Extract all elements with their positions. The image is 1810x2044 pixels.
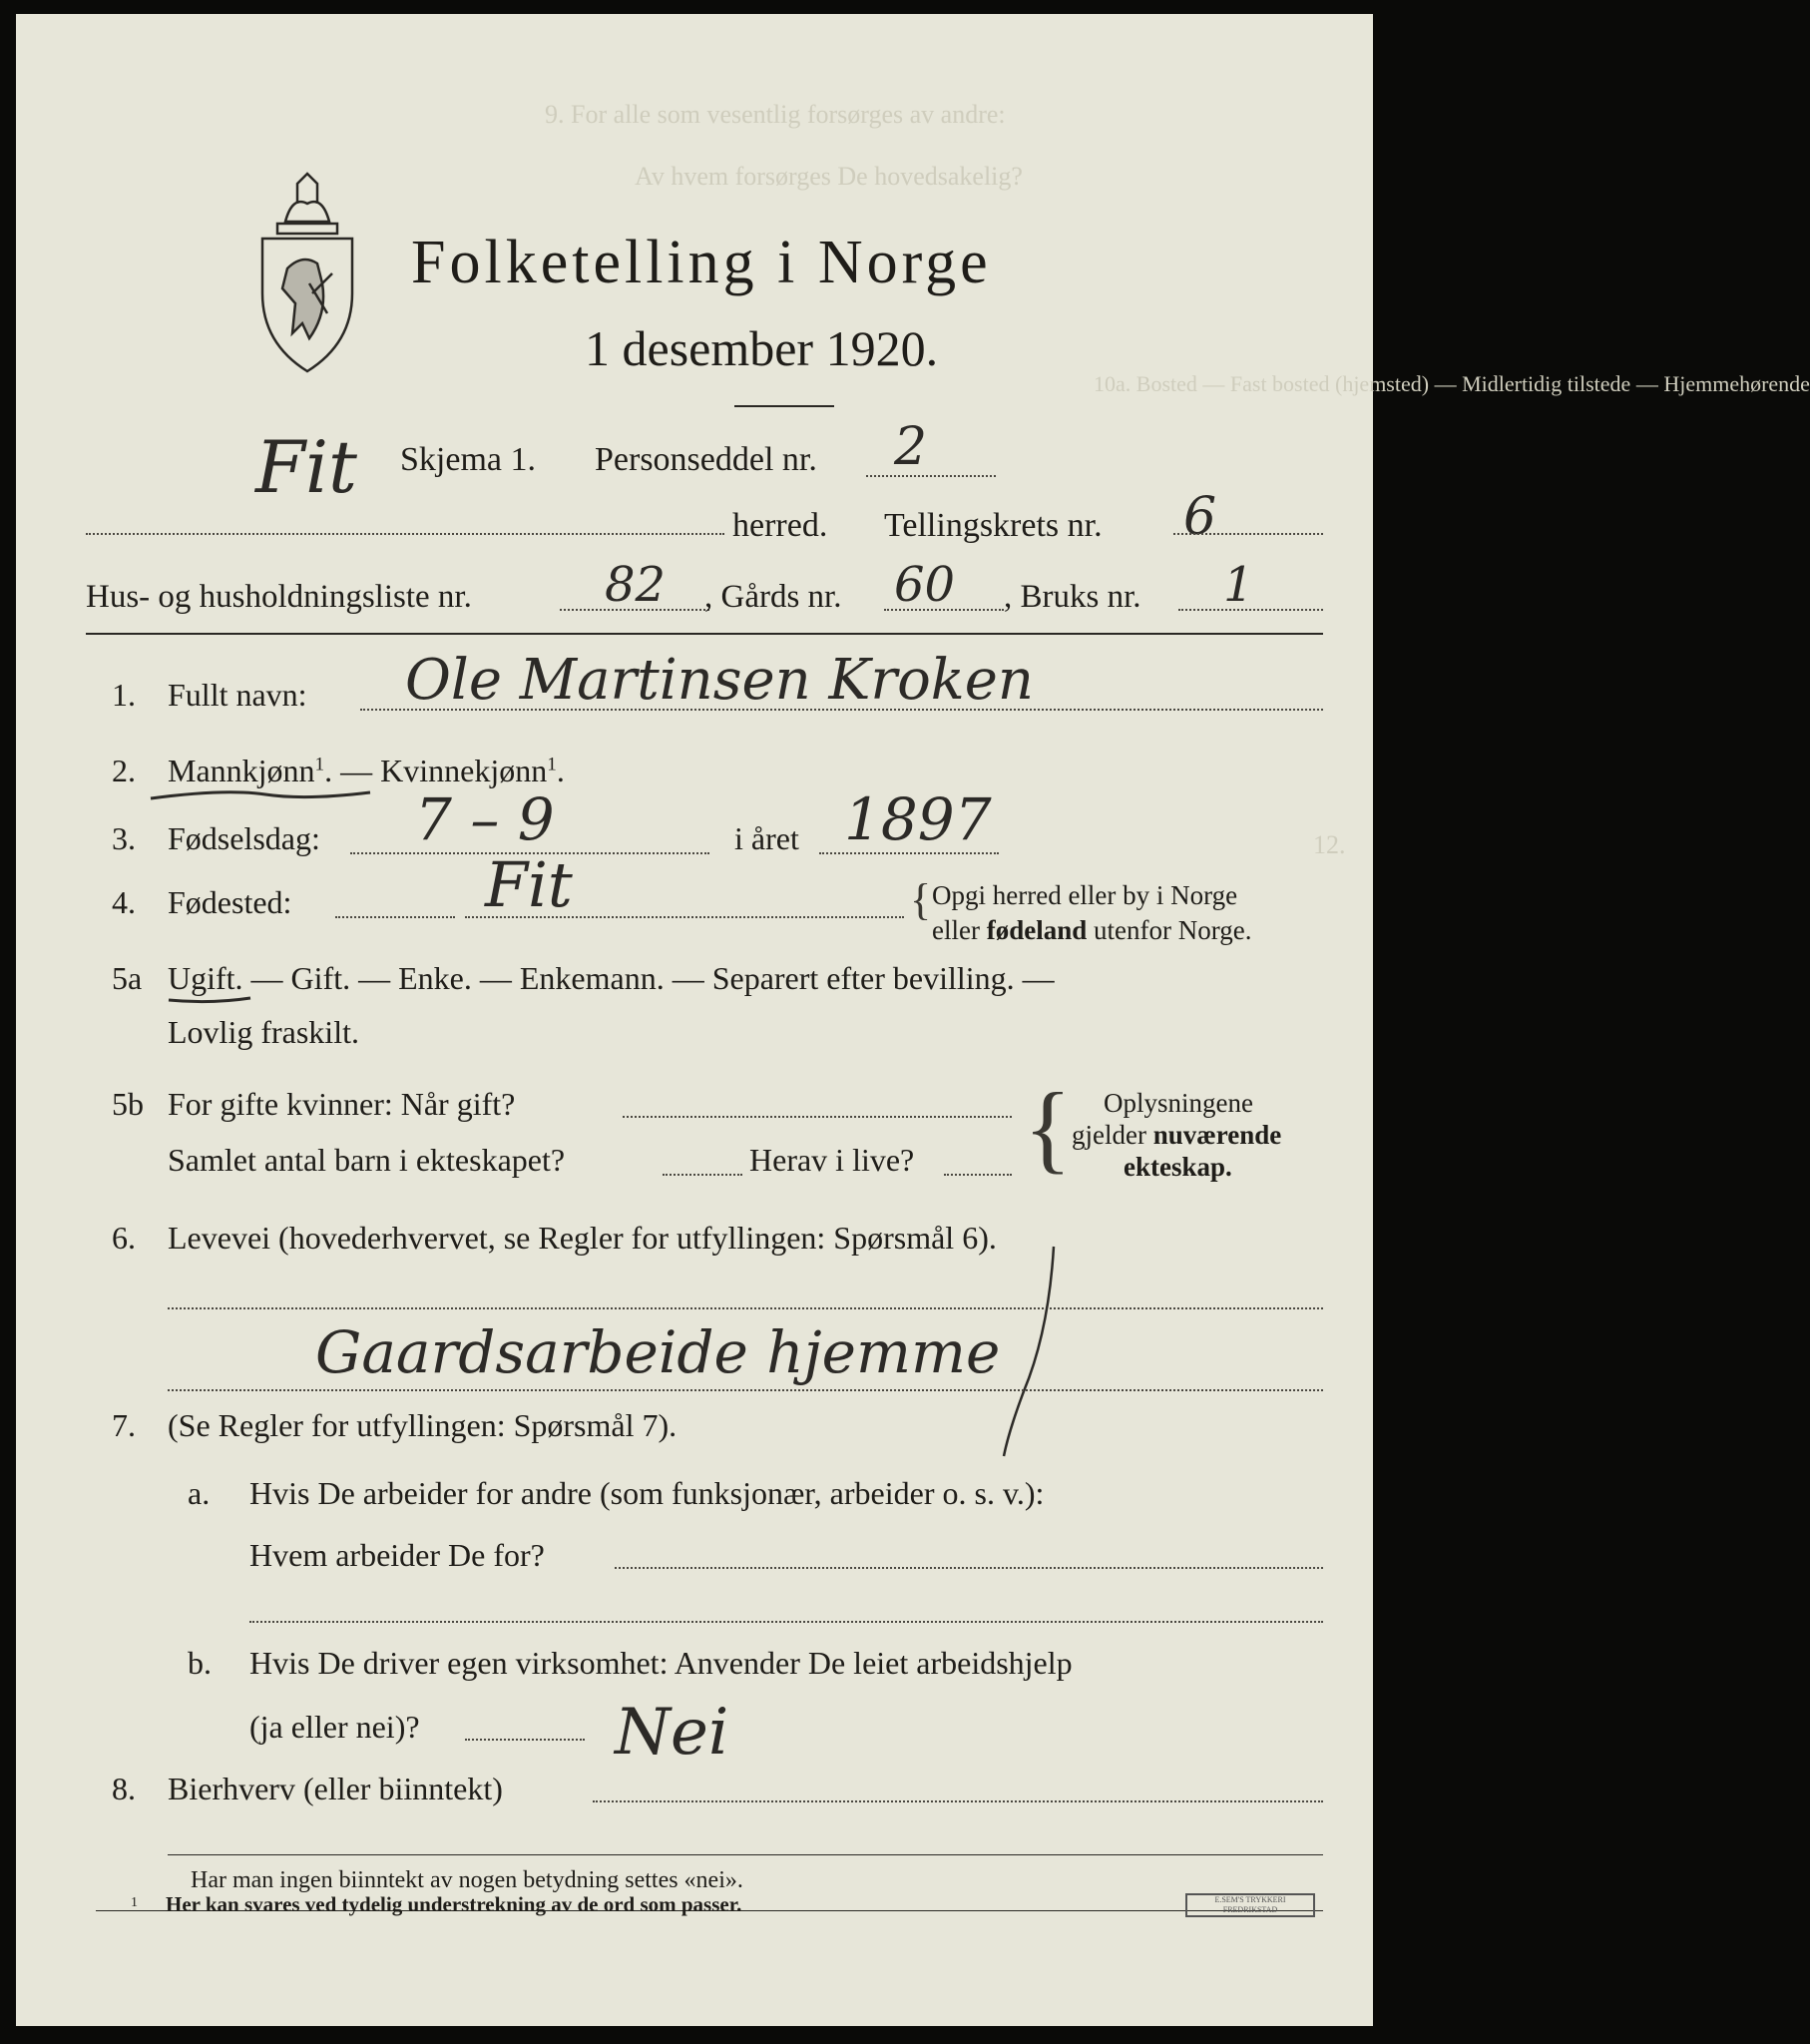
side-income-note: Har man ingen biinntekt av nogen betydning settes «nei». [191, 1867, 743, 1893]
personseddel-value: 2 [894, 417, 928, 477]
marital-status-options: Ugift. — Gift. — Enke. — Enkemann. — Separert efter bevilling. — [168, 960, 1055, 996]
q8-label: Bierhverv (eller biinntekt) [168, 1771, 503, 1806]
unmarried-underline-mark [166, 992, 255, 1006]
birthdate-value: 7 – 9 [415, 785, 555, 853]
q4-note-1: Opgi herred eller by i Norge [932, 880, 1238, 910]
tellingskrets-label: Tellingskrets nr. [884, 507, 1103, 544]
census-form-page [16, 14, 1810, 2026]
note-divider [168, 1854, 1323, 1855]
q3-year-label: i året [734, 820, 799, 856]
q5b-living-label: Herav i live? [749, 1142, 915, 1178]
birthplace-value: Fit [485, 848, 573, 921]
q6-label: Levevei (hovederhvervet, se Regler for utfyllingen: Spørsmål 6). [168, 1220, 997, 1256]
q5b-note-2: gjelder nuværende [1072, 1120, 1282, 1150]
title-divider [734, 405, 834, 407]
female-option: Kvinnekjønn [380, 753, 548, 788]
bruks-label: , Bruks nr. [1004, 579, 1141, 615]
occupation-line-2 [168, 1389, 1323, 1391]
ghost-text-1: 9. For alle som vesentlig forsørges av andre: [545, 100, 1006, 129]
birthplace-line-b [465, 916, 904, 918]
q4-brace: { [910, 875, 932, 924]
q7a-label: Hvis De arbeider for andre (som funksjonær, arbeider o. s. v.): [249, 1475, 1045, 1511]
q4-note-2: eller fødeland utenfor Norge. [932, 915, 1252, 945]
living-line [944, 1174, 1012, 1176]
tellingskrets-line [1173, 533, 1323, 535]
herred-line [86, 533, 724, 535]
hired-help-value: Nei [615, 1696, 729, 1770]
ghost-text-3: 10a. Bosted — Fast bosted (hjemsted) — Midlertidig tilstede — Hjemmehørende [1094, 371, 1810, 396]
q3-label: Fødselsdag: [168, 820, 320, 856]
occupation-flourish-mark [994, 1242, 1074, 1461]
birthyear-value: 1897 [844, 785, 992, 853]
ghost-text-4: 12. [1313, 830, 1346, 859]
q5b-number: 5b [112, 1086, 144, 1122]
q7-label: (Se Regler for utfyllingen: Spørsmål 7). [168, 1407, 678, 1443]
q4-label: Fødested: [168, 884, 292, 920]
herred-label: herred. [732, 507, 828, 544]
q7b-label: Hvis De driver egen virksomhet: Anvender De leiet arbeidshjelp [249, 1645, 1073, 1681]
full-name-line [360, 709, 1323, 711]
occupation-value: Gaardsarbeide hjemme [315, 1318, 1001, 1386]
q7b-hired-label: (ja eller nei)? [249, 1709, 420, 1745]
q7a-employer-label: Hvem arbeider De for? [249, 1537, 545, 1573]
herred-handwritten-value: Fit [255, 425, 357, 509]
hus-label: Hus- og husholdningsliste nr. [86, 579, 472, 615]
tellingskrets-value: 6 [1183, 487, 1217, 547]
q1-number: 1. [112, 677, 136, 713]
ghost-text-2: Av hvem forsørges De hovedsakelig? [635, 162, 1023, 191]
gards-label: , Gårds nr. [704, 579, 842, 615]
gards-line [884, 609, 1004, 611]
header-divider [86, 633, 1323, 635]
q4-number: 4. [112, 884, 136, 920]
q5b-note-3: ekteskap. [1124, 1152, 1232, 1182]
birthyear-line [819, 852, 999, 854]
bruks-value: 1 [1223, 557, 1254, 613]
full-name-value: Ole Martinsen Kroken [405, 648, 1034, 713]
children-line [663, 1174, 742, 1176]
q7-number: 7. [112, 1407, 136, 1443]
marital-status-options-2: Lovlig fraskilt. [168, 1014, 359, 1050]
q2-options: Mannkjønn$^1$. — Kvinnekjønn$^1$. [168, 753, 565, 788]
q2-number: 2. [112, 753, 136, 788]
employer-line [615, 1567, 1323, 1569]
census-date: 1 desember 1920. [585, 320, 939, 376]
q6-number: 6. [112, 1220, 136, 1256]
male-option: Mannkjønn [168, 753, 315, 788]
printer-stamp: E.SEM'S TRYKKERI FREDRIKSTAD [1185, 1893, 1315, 1917]
q5a-number: 5a [112, 960, 143, 996]
bruks-line [1178, 609, 1323, 611]
hired-help-line [465, 1739, 585, 1741]
personseddel-line [866, 475, 996, 477]
q8-number: 8. [112, 1771, 136, 1806]
occupation-line-1 [168, 1307, 1323, 1309]
q5b-brace: { [1024, 1072, 1072, 1183]
q5b-when-married-label: For gifte kvinner: Når gift? [168, 1086, 516, 1122]
hus-value: 82 [605, 557, 667, 613]
footnote-text: Her kan svares ved tydelig understrekning av de ord som passer. [166, 1892, 742, 1916]
male-underline-mark [146, 784, 375, 804]
q7a-number: a. [188, 1475, 211, 1511]
footnote-number: 1 [131, 1895, 138, 1910]
side-income-line [593, 1800, 1323, 1802]
q1-label: Fullt navn: [168, 677, 307, 713]
coat-of-arms-icon [247, 164, 367, 378]
gards-value: 60 [894, 557, 956, 613]
q5b-children-label: Samlet antal barn i ekteskapet? [168, 1142, 566, 1178]
employer-line-2 [249, 1621, 1323, 1623]
skjema-label: Skjema 1. [400, 441, 536, 478]
page-title: Folketelling i Norge [411, 229, 992, 296]
hus-line [560, 609, 709, 611]
q7b-number: b. [188, 1645, 212, 1681]
personseddel-label: Personseddel nr. [595, 441, 817, 478]
q5b-note-1: Oplysningene [1104, 1088, 1253, 1118]
when-married-line [623, 1116, 1012, 1118]
q3-number: 3. [112, 820, 136, 856]
birthplace-line-a [335, 916, 455, 918]
